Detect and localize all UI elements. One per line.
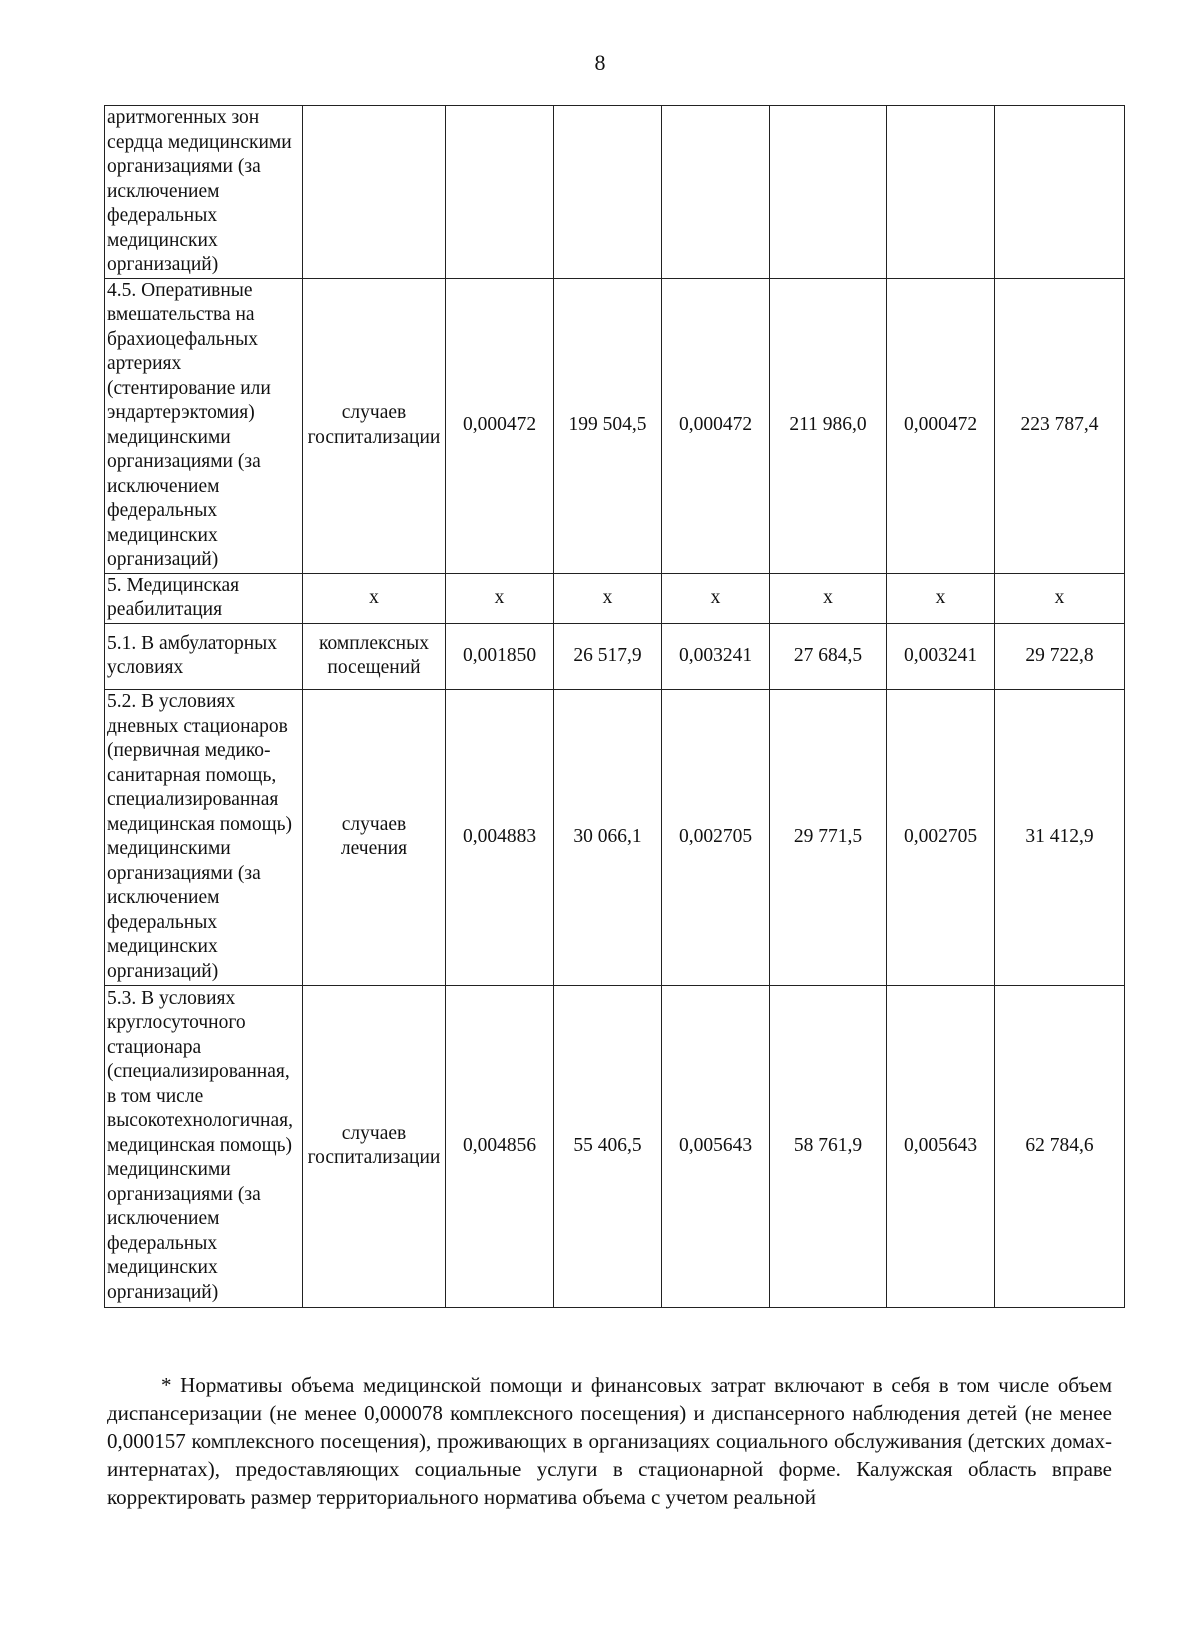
table-row <box>105 106 1125 279</box>
page-number: 8 <box>594 50 606 75</box>
row-value-cost-2: 58 761,9 <box>770 985 887 1307</box>
row-value-volume-1 <box>446 106 554 279</box>
row-value-cost-3: 31 412,9 <box>995 689 1125 985</box>
row-value-volume-3: 0,005643 <box>887 985 995 1307</box>
table-row <box>105 278 1125 573</box>
row-value-volume-3: 0,002705 <box>887 689 995 985</box>
row-value-cost-2: 211 986,0 <box>770 278 887 573</box>
row-name: 5.2. В условиях дневных стационаров (первичная медико- санитарная помощь, специализированная медицинская помощь) медицинскими организациями (за исключением федеральных медицинских организаций) <box>105 689 303 985</box>
row-unit <box>303 106 446 279</box>
row-value-volume-3: 0,000472 <box>887 278 995 573</box>
row-name: 5.3. В условиях круглосуточного стационара (специализированная, в том числе высокотехнологичная, медицинская помощь) медицинскими организациями (за исключением федеральных медицинских организаций) <box>105 985 303 1307</box>
row-value-volume-2: х <box>662 573 770 623</box>
row-value-volume-3 <box>887 106 995 279</box>
table-row <box>105 623 1125 689</box>
row-value-cost-3: 62 784,6 <box>995 985 1125 1307</box>
row-value-cost-2: 29 771,5 <box>770 689 887 985</box>
row-value-cost-3 <box>995 106 1125 279</box>
row-unit: случаев лечения <box>303 689 446 985</box>
row-value-volume-2 <box>662 106 770 279</box>
row-unit: случаев госпитализации <box>303 278 446 573</box>
row-value-volume-2: 0,005643 <box>662 985 770 1307</box>
row-value-volume-3: 0,003241 <box>887 623 995 689</box>
row-value-cost-3: 29 722,8 <box>995 623 1125 689</box>
row-value-volume-2: 0,002705 <box>662 689 770 985</box>
row-value-volume-1: 0,004883 <box>446 689 554 985</box>
row-value-volume-1: 0,004856 <box>446 985 554 1307</box>
row-value-cost-1: 199 504,5 <box>554 278 662 573</box>
norms-table <box>104 105 1125 1308</box>
row-unit: случаев госпитализации <box>303 985 446 1307</box>
row-value-cost-3: х <box>995 573 1125 623</box>
row-name: 4.5. Оперативные вмешательства на брахиоцефальных артериях (стентирование или эндартерэктомия) медицинскими организациями (за исключением федеральных медицинских организаций) <box>105 278 303 573</box>
row-value-volume-2: 0,003241 <box>662 623 770 689</box>
row-value-cost-1: 26 517,9 <box>554 623 662 689</box>
row-value-volume-1: 0,001850 <box>446 623 554 689</box>
row-unit: х <box>303 573 446 623</box>
row-value-cost-1: х <box>554 573 662 623</box>
row-value-cost-2 <box>770 106 887 279</box>
row-value-cost-2: х <box>770 573 887 623</box>
row-value-cost-2: 27 684,5 <box>770 623 887 689</box>
row-name: 5.1. В амбулаторных условиях <box>105 623 303 689</box>
row-value-volume-1: 0,000472 <box>446 278 554 573</box>
row-name: 5. Медицинская реабилитация <box>105 573 303 623</box>
row-value-volume-2: 0,000472 <box>662 278 770 573</box>
table-row <box>105 573 1125 623</box>
row-value-cost-3: 223 787,4 <box>995 278 1125 573</box>
row-value-cost-1 <box>554 106 662 279</box>
row-value-volume-1: х <box>446 573 554 623</box>
footnote: * Нормативы объема медицинской помощи и финансовых затрат включают в себя в том числе объем диспансеризации (не менее 0,000078 комплексного посещения) и диспансерного наблюдения детей (не менее 0,000157 комплексного посещения), проживающих в организациях социального обслуживания (детских домах-интернатах), предоставляющих социальные услуги в стационарной форме. Калужская область вправе корректировать размер территориального норматива объема с учетом реальной <box>107 1373 1112 1509</box>
table-row <box>105 985 1125 1307</box>
row-unit: комплексных посещений <box>303 623 446 689</box>
table-row <box>105 689 1125 985</box>
row-name: аритмогенных зон сердца медицинскими организациями (за исключением федеральных медицинских организаций) <box>105 106 303 279</box>
row-value-volume-3: х <box>887 573 995 623</box>
row-value-cost-1: 30 066,1 <box>554 689 662 985</box>
row-value-cost-1: 55 406,5 <box>554 985 662 1307</box>
